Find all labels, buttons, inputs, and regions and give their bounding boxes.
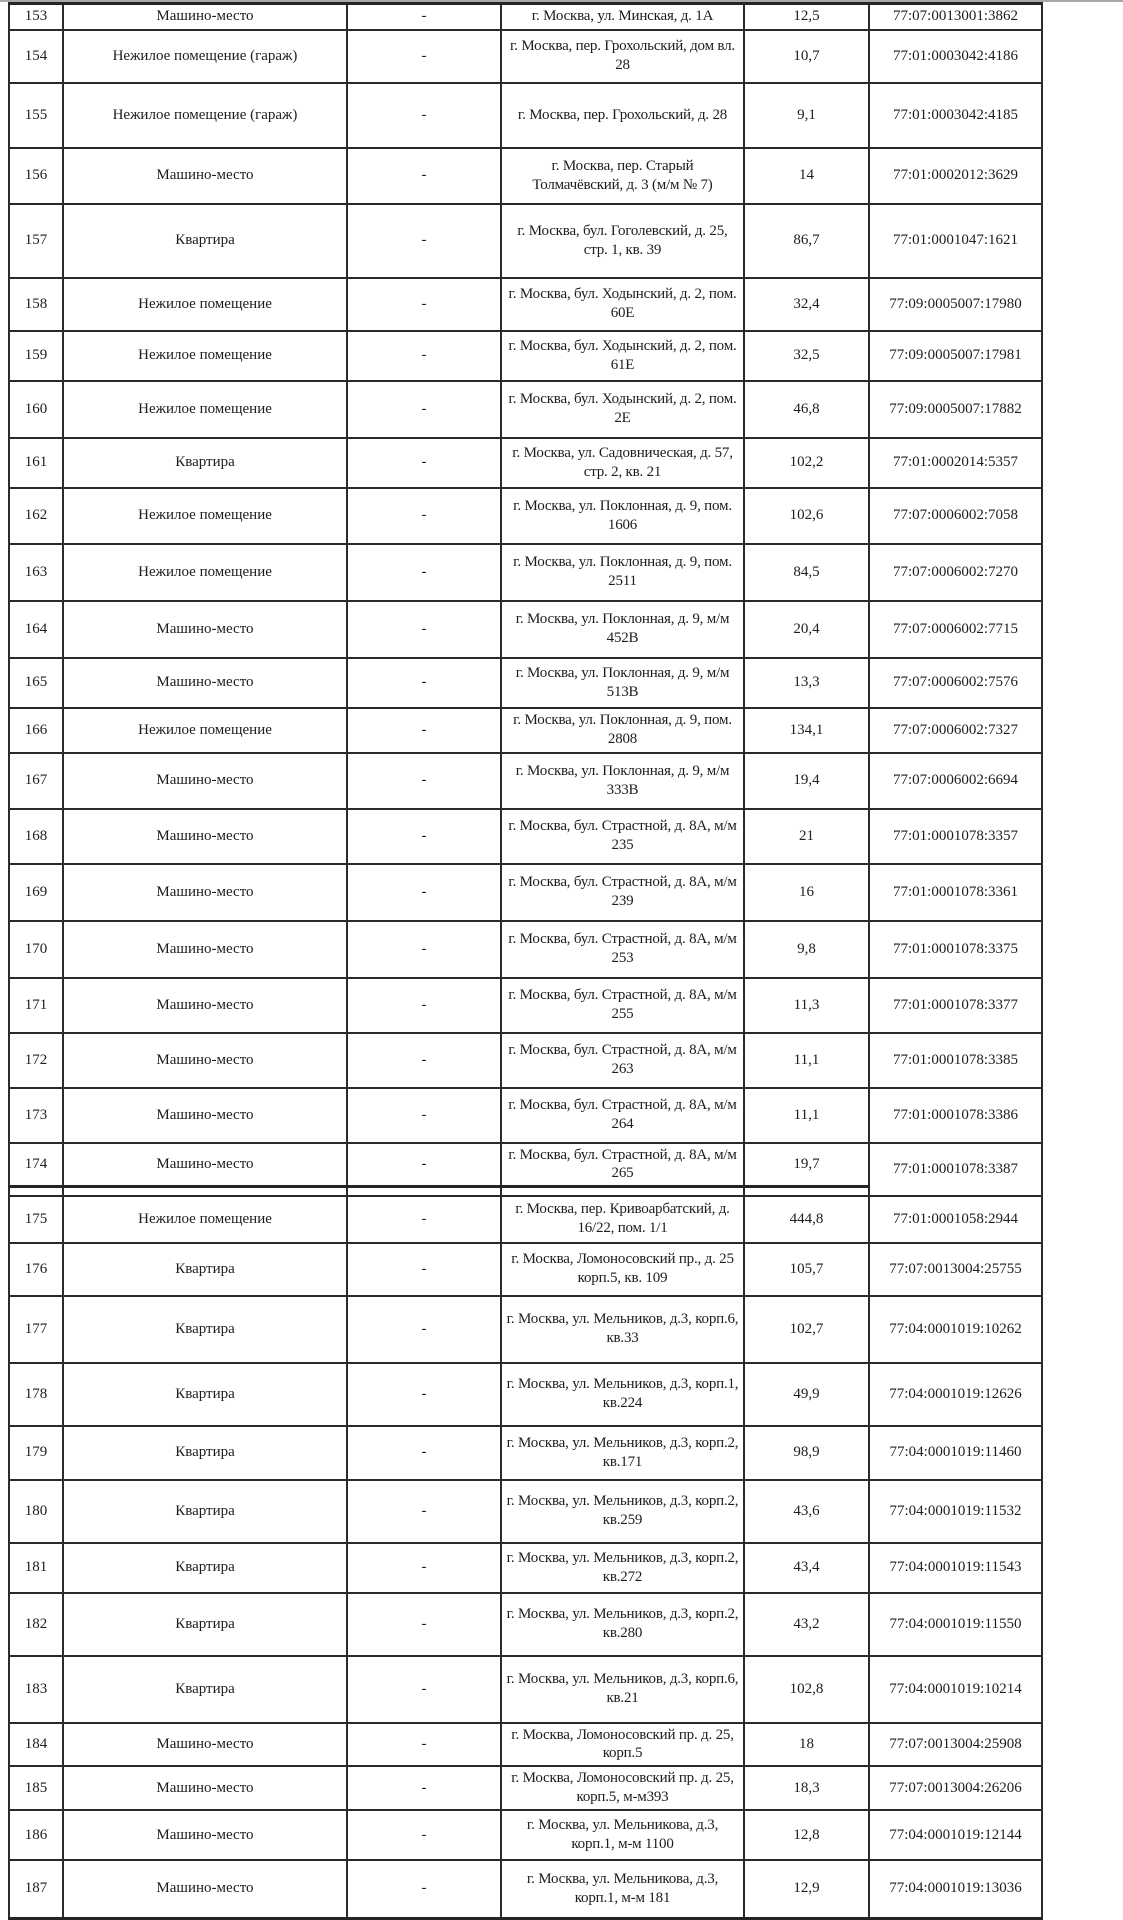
cell-type: Квартира xyxy=(63,1480,347,1543)
cell-type: Квартира xyxy=(63,1426,347,1480)
cell-address: г. Москва, бул. Страстной, д. 8А, м/м 235 xyxy=(501,809,744,864)
cell-address: г. Москва, бул. Ходынский, д. 2, пом. 61Е xyxy=(501,331,744,381)
cell-cadastral: 77:01:0003042:4186 xyxy=(869,30,1042,83)
table-row xyxy=(9,1766,1042,1810)
cell-type: Машино-место xyxy=(63,658,347,708)
cell-num: 184 xyxy=(9,1723,63,1767)
cell-cadastral: 77:04:0001019:11460 xyxy=(869,1426,1042,1480)
table-row xyxy=(9,1196,1042,1243)
cell-area: 86,7 xyxy=(744,204,869,278)
table-row xyxy=(9,1656,1042,1723)
cell-type: Машино-место xyxy=(63,1810,347,1860)
cell-cadastral: 77:01:0001078:3386 xyxy=(869,1088,1042,1143)
cell-num: 160 xyxy=(9,381,63,438)
table-row xyxy=(9,1543,1042,1593)
cell-num: 180 xyxy=(9,1480,63,1543)
cell-type: Машино-место xyxy=(63,1143,347,1187)
cell-area: 11,3 xyxy=(744,978,869,1033)
cell-address: г. Москва, ул. Мельников, д.3, корп.2, кв.272 xyxy=(501,1543,744,1593)
cell-address: г. Москва, бул. Страстной, д. 8А, м/м 264 xyxy=(501,1088,744,1143)
cell-area: 49,9 xyxy=(744,1363,869,1426)
cell-cadastral: 77:07:0013004:26206 xyxy=(869,1766,1042,1810)
page-break-strip-cell xyxy=(9,1187,63,1196)
cell-share: - xyxy=(347,148,501,204)
cell-area: 102,6 xyxy=(744,488,869,544)
cell-type: Машино-место xyxy=(63,978,347,1033)
cell-cadastral: 77:01:0002012:3629 xyxy=(869,148,1042,204)
cell-address: г. Москва, ул. Мельников, д.3, корп.6, кв.21 xyxy=(501,1656,744,1723)
cell-share: - xyxy=(347,978,501,1033)
cell-share: - xyxy=(347,1143,501,1187)
cell-area: 32,5 xyxy=(744,331,869,381)
cell-address: г. Москва, бул. Страстной, д. 8А, м/м 253 xyxy=(501,921,744,978)
cell-share: - xyxy=(347,544,501,601)
cell-num: 162 xyxy=(9,488,63,544)
cell-address: г. Москва, пер. Кривоарбатский, д. 16/22, пом. 1/1 xyxy=(501,1196,744,1243)
table-row xyxy=(9,1243,1042,1296)
cell-num: 183 xyxy=(9,1656,63,1723)
cell-num: 168 xyxy=(9,809,63,864)
cell-area: 20,4 xyxy=(744,601,869,658)
table-row xyxy=(9,978,1042,1033)
cell-type: Квартира xyxy=(63,438,347,488)
cell-address: г. Москва, пер. Грохольский, д. 28 xyxy=(501,83,744,148)
cell-num: 154 xyxy=(9,30,63,83)
cell-address: г. Москва, бул. Страстной, д. 8А, м/м 239 xyxy=(501,864,744,921)
cell-area: 13,3 xyxy=(744,658,869,708)
cell-type: Нежилое помещение xyxy=(63,381,347,438)
cell-num: 182 xyxy=(9,1593,63,1656)
table-row xyxy=(9,331,1042,381)
cell-address: г. Москва, ул. Мельников, д.3, корп.2, кв.259 xyxy=(501,1480,744,1543)
cell-area: 21 xyxy=(744,809,869,864)
cell-num: 170 xyxy=(9,921,63,978)
cell-type: Машино-место xyxy=(63,4,347,30)
cell-share: - xyxy=(347,708,501,753)
cell-cadastral: 77:07:0006002:7058 xyxy=(869,488,1042,544)
cell-num: 164 xyxy=(9,601,63,658)
cell-cadastral: 77:09:0005007:17981 xyxy=(869,331,1042,381)
cell-share: - xyxy=(347,864,501,921)
cell-area: 43,6 xyxy=(744,1480,869,1543)
cell-share: - xyxy=(347,601,501,658)
cell-num: 166 xyxy=(9,708,63,753)
cell-num: 159 xyxy=(9,331,63,381)
cell-type: Квартира xyxy=(63,1296,347,1363)
cell-address: г. Москва, ул. Поклонная, д. 9, м/м 513В xyxy=(501,658,744,708)
cell-num: 156 xyxy=(9,148,63,204)
table-row xyxy=(9,1088,1042,1143)
cell-num: 158 xyxy=(9,278,63,331)
cell-num: 157 xyxy=(9,204,63,278)
cell-address: г. Москва, ул. Садовническая, д. 57, стр. 2, кв. 21 xyxy=(501,438,744,488)
cell-address: г. Москва, пер. Грохольский, дом вл. 28 xyxy=(501,30,744,83)
cell-area: 11,1 xyxy=(744,1088,869,1143)
cell-share: - xyxy=(347,204,501,278)
cell-share: - xyxy=(347,278,501,331)
table-row xyxy=(9,1363,1042,1426)
table-row xyxy=(9,4,1042,30)
cell-share: - xyxy=(347,658,501,708)
cell-num: 172 xyxy=(9,1033,63,1088)
cell-share: - xyxy=(347,921,501,978)
cell-share: - xyxy=(347,488,501,544)
cell-area: 32,4 xyxy=(744,278,869,331)
cell-address: г. Москва, бул. Ходынский, д. 2, пом. 2Е xyxy=(501,381,744,438)
cell-area: 43,4 xyxy=(744,1543,869,1593)
cell-cadastral: 77:01:0001078:3361 xyxy=(869,864,1042,921)
cell-cadastral: 77:07:0006002:7576 xyxy=(869,658,1042,708)
cell-area: 102,8 xyxy=(744,1656,869,1723)
cell-type: Квартира xyxy=(63,1543,347,1593)
cell-address: г. Москва, пер. Старый Толмачёвский, д. 3 (м/м № 7) xyxy=(501,148,744,204)
table-row xyxy=(9,1810,1042,1860)
cell-area: 16 xyxy=(744,864,869,921)
cell-share: - xyxy=(347,1296,501,1363)
cell-share: - xyxy=(347,30,501,83)
cell-share: - xyxy=(347,83,501,148)
table-row xyxy=(9,1480,1042,1543)
cell-share: - xyxy=(347,1860,501,1918)
cell-num: 155 xyxy=(9,83,63,148)
table-row xyxy=(9,658,1042,708)
cell-type: Нежилое помещение (гараж) xyxy=(63,83,347,148)
cell-address: г. Москва, ул. Минская, д. 1А xyxy=(501,4,744,30)
cell-share: - xyxy=(347,331,501,381)
cell-type: Машино-место xyxy=(63,921,347,978)
table-row xyxy=(9,438,1042,488)
page-break-strip-cell xyxy=(744,1187,869,1196)
cell-type: Машино-место xyxy=(63,601,347,658)
cell-num: 187 xyxy=(9,1860,63,1918)
table-row xyxy=(9,1860,1042,1918)
cell-address: г. Москва, Ломоносовский пр., д. 25 корп.5, кв. 109 xyxy=(501,1243,744,1296)
cell-type: Машино-место xyxy=(63,1723,347,1767)
cell-num: 186 xyxy=(9,1810,63,1860)
cell-num: 176 xyxy=(9,1243,63,1296)
cell-address: г. Москва, ул. Поклонная, д. 9, пом. 2808 xyxy=(501,708,744,753)
cell-share: - xyxy=(347,1363,501,1426)
cell-address: г. Москва, ул. Мельников, д.3, корп.2, кв.280 xyxy=(501,1593,744,1656)
cell-cadastral: 77:04:0001019:10214 xyxy=(869,1656,1042,1723)
cell-area: 19,4 xyxy=(744,753,869,809)
cell-type: Машино-место xyxy=(63,1860,347,1918)
table-row xyxy=(9,544,1042,601)
cell-num: 153 xyxy=(9,4,63,30)
table-row xyxy=(9,30,1042,83)
cell-address: г. Москва, бул. Страстной, д. 8А, м/м 255 xyxy=(501,978,744,1033)
cell-cadastral: 77:01:0001047:1621 xyxy=(869,204,1042,278)
cell-num: 181 xyxy=(9,1543,63,1593)
cell-address: г. Москва, Ломоносовский пр. д. 25, корп.5, м-м393 xyxy=(501,1766,744,1810)
cell-num: 177 xyxy=(9,1296,63,1363)
cell-address: г. Москва, бул. Гоголевский, д. 25, стр. 1, кв. 39 xyxy=(501,204,744,278)
cell-cadastral: 77:09:0005007:17882 xyxy=(869,381,1042,438)
cell-share: - xyxy=(347,4,501,30)
cell-type: Машино-место xyxy=(63,864,347,921)
cell-num: 171 xyxy=(9,978,63,1033)
table-row xyxy=(9,488,1042,544)
cell-cadastral: 77:04:0001019:10262 xyxy=(869,1296,1042,1363)
cell-area: 9,8 xyxy=(744,921,869,978)
cell-type: Квартира xyxy=(63,1593,347,1656)
table-row xyxy=(9,1033,1042,1088)
cell-cadastral: 77:07:0013001:3862 xyxy=(869,4,1042,30)
cell-type: Машино-место xyxy=(63,809,347,864)
table-row xyxy=(9,148,1042,204)
cell-address: г. Москва, ул. Поклонная, д. 9, пом. 1606 xyxy=(501,488,744,544)
cell-type: Нежилое помещение xyxy=(63,278,347,331)
cell-share: - xyxy=(347,809,501,864)
cell-num: 173 xyxy=(9,1088,63,1143)
cell-num: 178 xyxy=(9,1363,63,1426)
table-row xyxy=(9,601,1042,658)
cell-type: Нежилое помещение xyxy=(63,488,347,544)
cell-share: - xyxy=(347,438,501,488)
cell-cadastral: 77:01:0001078:3375 xyxy=(869,921,1042,978)
page-break-strip-cell xyxy=(501,1187,744,1196)
cell-cadastral: 77:07:0006002:7327 xyxy=(869,708,1042,753)
cell-num: 161 xyxy=(9,438,63,488)
table-row xyxy=(9,1296,1042,1363)
table-row xyxy=(9,921,1042,978)
cell-share: - xyxy=(347,1766,501,1810)
cell-address: г. Москва, бул. Страстной, д. 8А, м/м 263 xyxy=(501,1033,744,1088)
cell-cadastral: 77:04:0001019:11543 xyxy=(869,1543,1042,1593)
cell-area: 102,2 xyxy=(744,438,869,488)
cell-address: г. Москва, бул. Ходынский, д. 2, пом. 60Е xyxy=(501,278,744,331)
cell-share: - xyxy=(347,753,501,809)
cell-cadastral: 77:01:0001058:2944 xyxy=(869,1196,1042,1243)
cell-num: 174 xyxy=(9,1143,63,1187)
cell-share: - xyxy=(347,1810,501,1860)
cell-type: Нежилое помещение xyxy=(63,1196,347,1243)
cell-cadastral: 77:04:0001019:11550 xyxy=(869,1593,1042,1656)
cell-cadastral: 77:01:0001078:3357 xyxy=(869,809,1042,864)
cell-cadastral: 77:04:0001019:12144 xyxy=(869,1810,1042,1860)
cell-num: 179 xyxy=(9,1426,63,1480)
cell-share: - xyxy=(347,1426,501,1480)
cell-type: Нежилое помещение (гараж) xyxy=(63,30,347,83)
cell-num: 163 xyxy=(9,544,63,601)
cell-share: - xyxy=(347,1480,501,1543)
cell-area: 134,1 xyxy=(744,708,869,753)
table-row xyxy=(9,204,1042,278)
table-row xyxy=(9,1426,1042,1480)
cell-share: - xyxy=(347,1033,501,1088)
cell-cadastral: 77:01:0001078:3387 xyxy=(869,1143,1042,1196)
cell-type: Машино-место xyxy=(63,1033,347,1088)
cell-area: 98,9 xyxy=(744,1426,869,1480)
cell-address: г. Москва, Ломоносовский пр. д. 25, корп.5 xyxy=(501,1723,744,1767)
cell-cadastral: 77:09:0005007:17980 xyxy=(869,278,1042,331)
cell-area: 9,1 xyxy=(744,83,869,148)
table-row xyxy=(9,864,1042,921)
cell-type: Машино-место xyxy=(63,148,347,204)
table-row xyxy=(9,1593,1042,1656)
cell-area: 102,7 xyxy=(744,1296,869,1363)
cell-address: г. Москва, ул. Мельников, д.3, корп.6, кв.33 xyxy=(501,1296,744,1363)
cell-cadastral: 77:01:0003042:4185 xyxy=(869,83,1042,148)
cell-num: 185 xyxy=(9,1766,63,1810)
cell-type: Нежилое помещение xyxy=(63,708,347,753)
cell-share: - xyxy=(347,1543,501,1593)
cell-num: 175 xyxy=(9,1196,63,1243)
cell-area: 105,7 xyxy=(744,1243,869,1296)
cell-cadastral: 77:07:0013004:25908 xyxy=(869,1723,1042,1767)
table-row xyxy=(9,753,1042,809)
cell-address: г. Москва, ул. Поклонная, д. 9, м/м 452В xyxy=(501,601,744,658)
cell-share: - xyxy=(347,1088,501,1143)
table-row xyxy=(9,1143,1042,1187)
cell-address: г. Москва, ул. Мельникова, д.3, корп.1, м-м 1100 xyxy=(501,1810,744,1860)
cell-share: - xyxy=(347,1723,501,1767)
cell-address: г. Москва, бул. Страстной, д. 8А, м/м 265 xyxy=(501,1143,744,1187)
cell-address: г. Москва, ул. Мельников, д.3, корп.1, кв.224 xyxy=(501,1363,744,1426)
cell-area: 19,7 xyxy=(744,1143,869,1187)
cell-area: 84,5 xyxy=(744,544,869,601)
table-row xyxy=(9,278,1042,331)
cell-share: - xyxy=(347,1593,501,1656)
page-break-strip-cell xyxy=(63,1187,347,1196)
cell-area: 444,8 xyxy=(744,1196,869,1243)
cell-area: 18,3 xyxy=(744,1766,869,1810)
cell-share: - xyxy=(347,1196,501,1243)
cell-cadastral: 77:01:0002014:5357 xyxy=(869,438,1042,488)
cell-address: г. Москва, ул. Поклонная, д. 9, пом. 2511 xyxy=(501,544,744,601)
cell-area: 43,2 xyxy=(744,1593,869,1656)
cell-address: г. Москва, ул. Мельникова, д.3, корп.1, м-м 181 xyxy=(501,1860,744,1918)
cell-area: 46,8 xyxy=(744,381,869,438)
cell-area: 12,5 xyxy=(744,4,869,30)
cell-cadastral: 77:07:0013004:25755 xyxy=(869,1243,1042,1296)
cell-type: Машино-место xyxy=(63,1088,347,1143)
cell-cadastral: 77:01:0001078:3377 xyxy=(869,978,1042,1033)
cell-type: Нежилое помещение xyxy=(63,331,347,381)
cell-address: г. Москва, ул. Мельников, д.3, корп.2, кв.171 xyxy=(501,1426,744,1480)
table-row xyxy=(9,809,1042,864)
cell-cadastral: 77:07:0006002:7270 xyxy=(869,544,1042,601)
cell-type: Машино-место xyxy=(63,1766,347,1810)
cell-area: 12,9 xyxy=(744,1860,869,1918)
cell-share: - xyxy=(347,1243,501,1296)
cell-cadastral: 77:04:0001019:11532 xyxy=(869,1480,1042,1543)
cell-area: 18 xyxy=(744,1723,869,1767)
cell-num: 165 xyxy=(9,658,63,708)
page-break-strip-cell xyxy=(347,1187,501,1196)
cell-type: Нежилое помещение xyxy=(63,544,347,601)
cell-share: - xyxy=(347,1656,501,1723)
cell-cadastral: 77:07:0006002:7715 xyxy=(869,601,1042,658)
cell-type: Квартира xyxy=(63,204,347,278)
cell-cadastral: 77:07:0006002:6694 xyxy=(869,753,1042,809)
table-row xyxy=(9,83,1042,148)
cell-num: 169 xyxy=(9,864,63,921)
table-row xyxy=(9,1723,1042,1767)
cell-num: 167 xyxy=(9,753,63,809)
cell-area: 11,1 xyxy=(744,1033,869,1088)
cell-cadastral: 77:04:0001019:12626 xyxy=(869,1363,1042,1426)
cell-cadastral: 77:01:0001078:3385 xyxy=(869,1033,1042,1088)
cell-share: - xyxy=(347,381,501,438)
cell-type: Квартира xyxy=(63,1363,347,1426)
cell-area: 12,8 xyxy=(744,1810,869,1860)
cell-type: Квартира xyxy=(63,1656,347,1723)
table-row xyxy=(9,708,1042,753)
table-row xyxy=(9,381,1042,438)
cell-address: г. Москва, ул. Поклонная, д. 9, м/м 333В xyxy=(501,753,744,809)
cell-area: 14 xyxy=(744,148,869,204)
cell-cadastral: 77:04:0001019:13036 xyxy=(869,1860,1042,1918)
property-registry-table xyxy=(8,2,1043,1920)
cell-type: Квартира xyxy=(63,1243,347,1296)
cell-area: 10,7 xyxy=(744,30,869,83)
cell-type: Машино-место xyxy=(63,753,347,809)
